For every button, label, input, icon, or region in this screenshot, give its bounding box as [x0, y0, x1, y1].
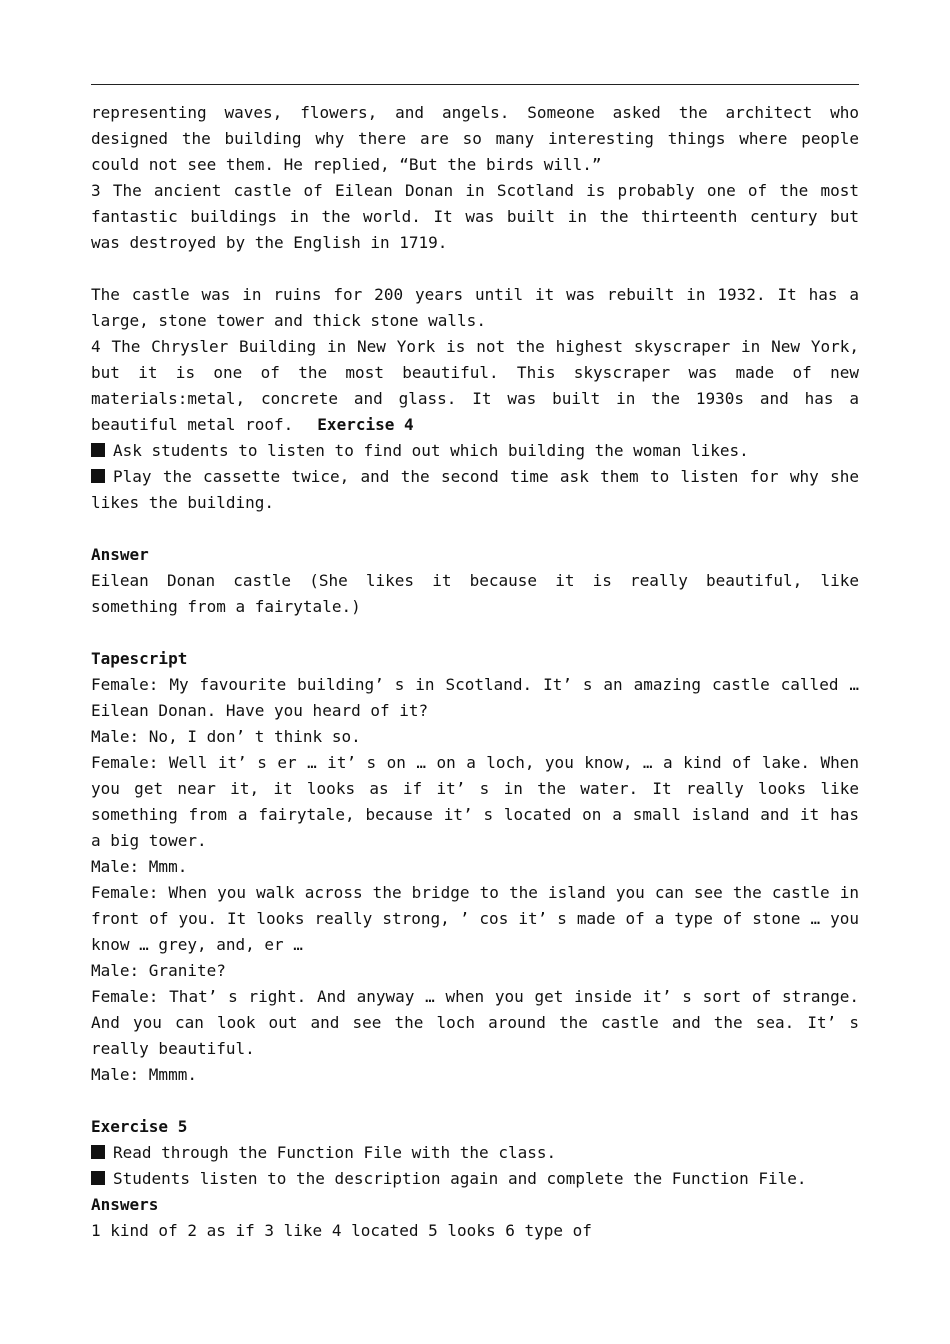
bullet-text: Ask students to listen to find out which building the woman likes.: [113, 441, 749, 460]
answers-heading: Answers: [91, 1195, 159, 1214]
blank-line: [91, 256, 859, 282]
paragraph-4-text: 4 The Chrysler Building in New York is not the highest skyscraper in New York, but it is one of the most beautiful. This skyscraper was made of new materials:metal, concrete and glass. It was built in the 1930s and has a beautiful metal roof.: [91, 337, 859, 434]
tapescript-line: Female: That’ s right. And anyway … when you get inside it’ s sort of strange. And you can look out and see the loch around the castle and the sea. It’ s really beautiful.: [91, 987, 859, 1058]
exercise-5-heading: Exercise 5: [91, 1117, 188, 1136]
document-body: [91, 100, 859, 1244]
tapescript-line: Male: Mmm.: [91, 857, 188, 876]
exercise-4-heading: Exercise 4: [317, 415, 414, 434]
square-bullet-icon: [91, 1145, 105, 1159]
bullet-text: Play the cassette twice, and the second time ask them to listen for why she likes the building.: [91, 467, 859, 512]
tapescript-line: Female: When you walk across the bridge to the island you can see the castle in front of you. It looks really strong, ’ cos it’ s made of a type of stone … you know … grey, and, er …: [91, 883, 859, 954]
square-bullet-icon: [91, 1171, 105, 1185]
paragraph-1: representing waves, flowers, and angels. Someone asked the architect who designed the building why there are so many interesting things where people could not see them. He replied, “But the birds will.”: [91, 103, 859, 174]
blank-line: [91, 620, 859, 646]
blank-line: [91, 516, 859, 542]
exercise-4-bullet-1: [91, 438, 859, 464]
bullet-text: Students listen to the description again and complete the Function File.: [113, 1169, 807, 1188]
square-bullet-icon: [91, 469, 105, 483]
paragraph-2: 3 The ancient castle of Eilean Donan in Scotland is probably one of the most fantastic buildings in the world. It was built in the thirteenth century but was destroyed by the English in 1719.: [91, 181, 859, 252]
exercise-5-bullet-2: [91, 1166, 859, 1192]
paragraph-3: The castle was in ruins for 200 years until it was rebuilt in 1932. It has a large, stone tower and thick stone walls.: [91, 285, 859, 330]
tapescript-line: Male: Granite?: [91, 961, 226, 980]
answer-heading: Answer: [91, 545, 149, 564]
tapescript-line: Male: Mmmm.: [91, 1065, 197, 1084]
tapescript-line: Female: Well it’ s er … it’ s on … on a loch, you know, … a kind of lake. When you get near it, it looks as if it’ s in the water. It really looks like something from a fairytale, because it’ s located on a small island and it has a big tower.: [91, 753, 859, 850]
answer-text: Eilean Donan castle (She likes it because it is really beautiful, like something from a fairytale.): [91, 571, 859, 616]
tapescript-line: Male: No, I don’ t think so.: [91, 727, 361, 746]
exercise-4-bullet-2: [91, 464, 859, 516]
bullet-text: Read through the Function File with the class.: [113, 1143, 557, 1162]
blank-line: [91, 1088, 859, 1114]
exercise-5-bullet-1: [91, 1140, 859, 1166]
square-bullet-icon: [91, 443, 105, 457]
tapescript-heading: Tapescript: [91, 649, 188, 668]
header-rule: [91, 84, 859, 85]
paragraph-4: [91, 334, 859, 438]
answers-text: 1 kind of 2 as if 3 like 4 located 5 looks 6 type of: [91, 1221, 592, 1240]
tapescript-line: Female: My favourite building’ s in Scotland. It’ s an amazing castle called … Eilean Donan. Have you heard of it?: [91, 675, 859, 720]
